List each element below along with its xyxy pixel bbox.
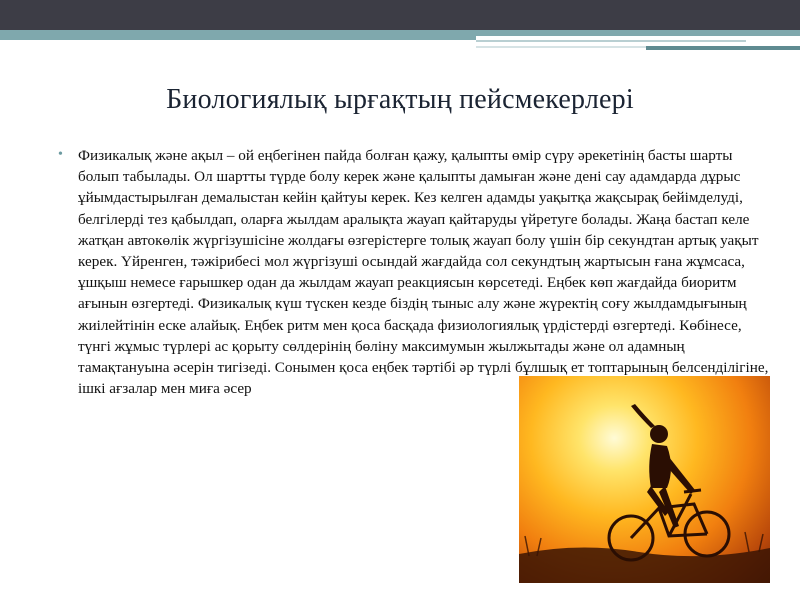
header-band-teal	[0, 30, 800, 40]
bullet-block	[58, 145, 770, 399]
slide-title: Биологиялық ырғақтың пейсмекерлері	[166, 84, 634, 115]
header-band-lines	[0, 40, 800, 52]
sunset-bicycle-photo	[519, 376, 770, 583]
header-band-dark	[0, 0, 800, 30]
bullet-icon: •	[58, 147, 63, 162]
bullet-text: Физикалық және ақыл – ой еңбегінен пайда болған қажу, қалыпты өмір сүру әрекетінің басты шарты болып табылады. Ол шартты түрде болу керек және қалыпты дамыған және дені сау адамдарда дұрыс ұйымдастырылған демалыстан кейін қайтуы керек. Кез келген адамды уақытқа жақсырақ бейімделуді, белгілерді тез қабылдап, оларға жылдам аралықта жауап қайтаруды үйретуге болады. Жаңа бастап келе жатқан автокөлік жүргізушісіне жолдағы өзгерістерге толық жауап болу үшін бір секундтан артық уақыт керек. Үйренген, тәжірибесі мол жүргізуші осындай жағдайда сол секундтың жартысын ғана жұмсаса, ұшқыш немесе ғарышкер одан да жылдам жауап реакциясын көрсетеді. Еңбек көп жағдайда биоритм ағынын өзгертеді. Физикалық күш түскен кезде біздің тыныс алу және жүректің соғу жылдамдығының жиілейтінін еске алайық. Еңбек ритм мен қоса басқада физиологиялық үрдістерді өзгертеді. Көбінесе, түнгі жұмыс түрлері ас қорыту сөлдерінің бөліну максимумын жылжытады және ол адамның тамақтануына әсерін тигізеді. Сонымен қоса еңбек тәртібі әр түрлі бұлшық ет топтарының белсенділігіне, ішкі ағзалар мен миға әсер	[78, 147, 769, 398]
